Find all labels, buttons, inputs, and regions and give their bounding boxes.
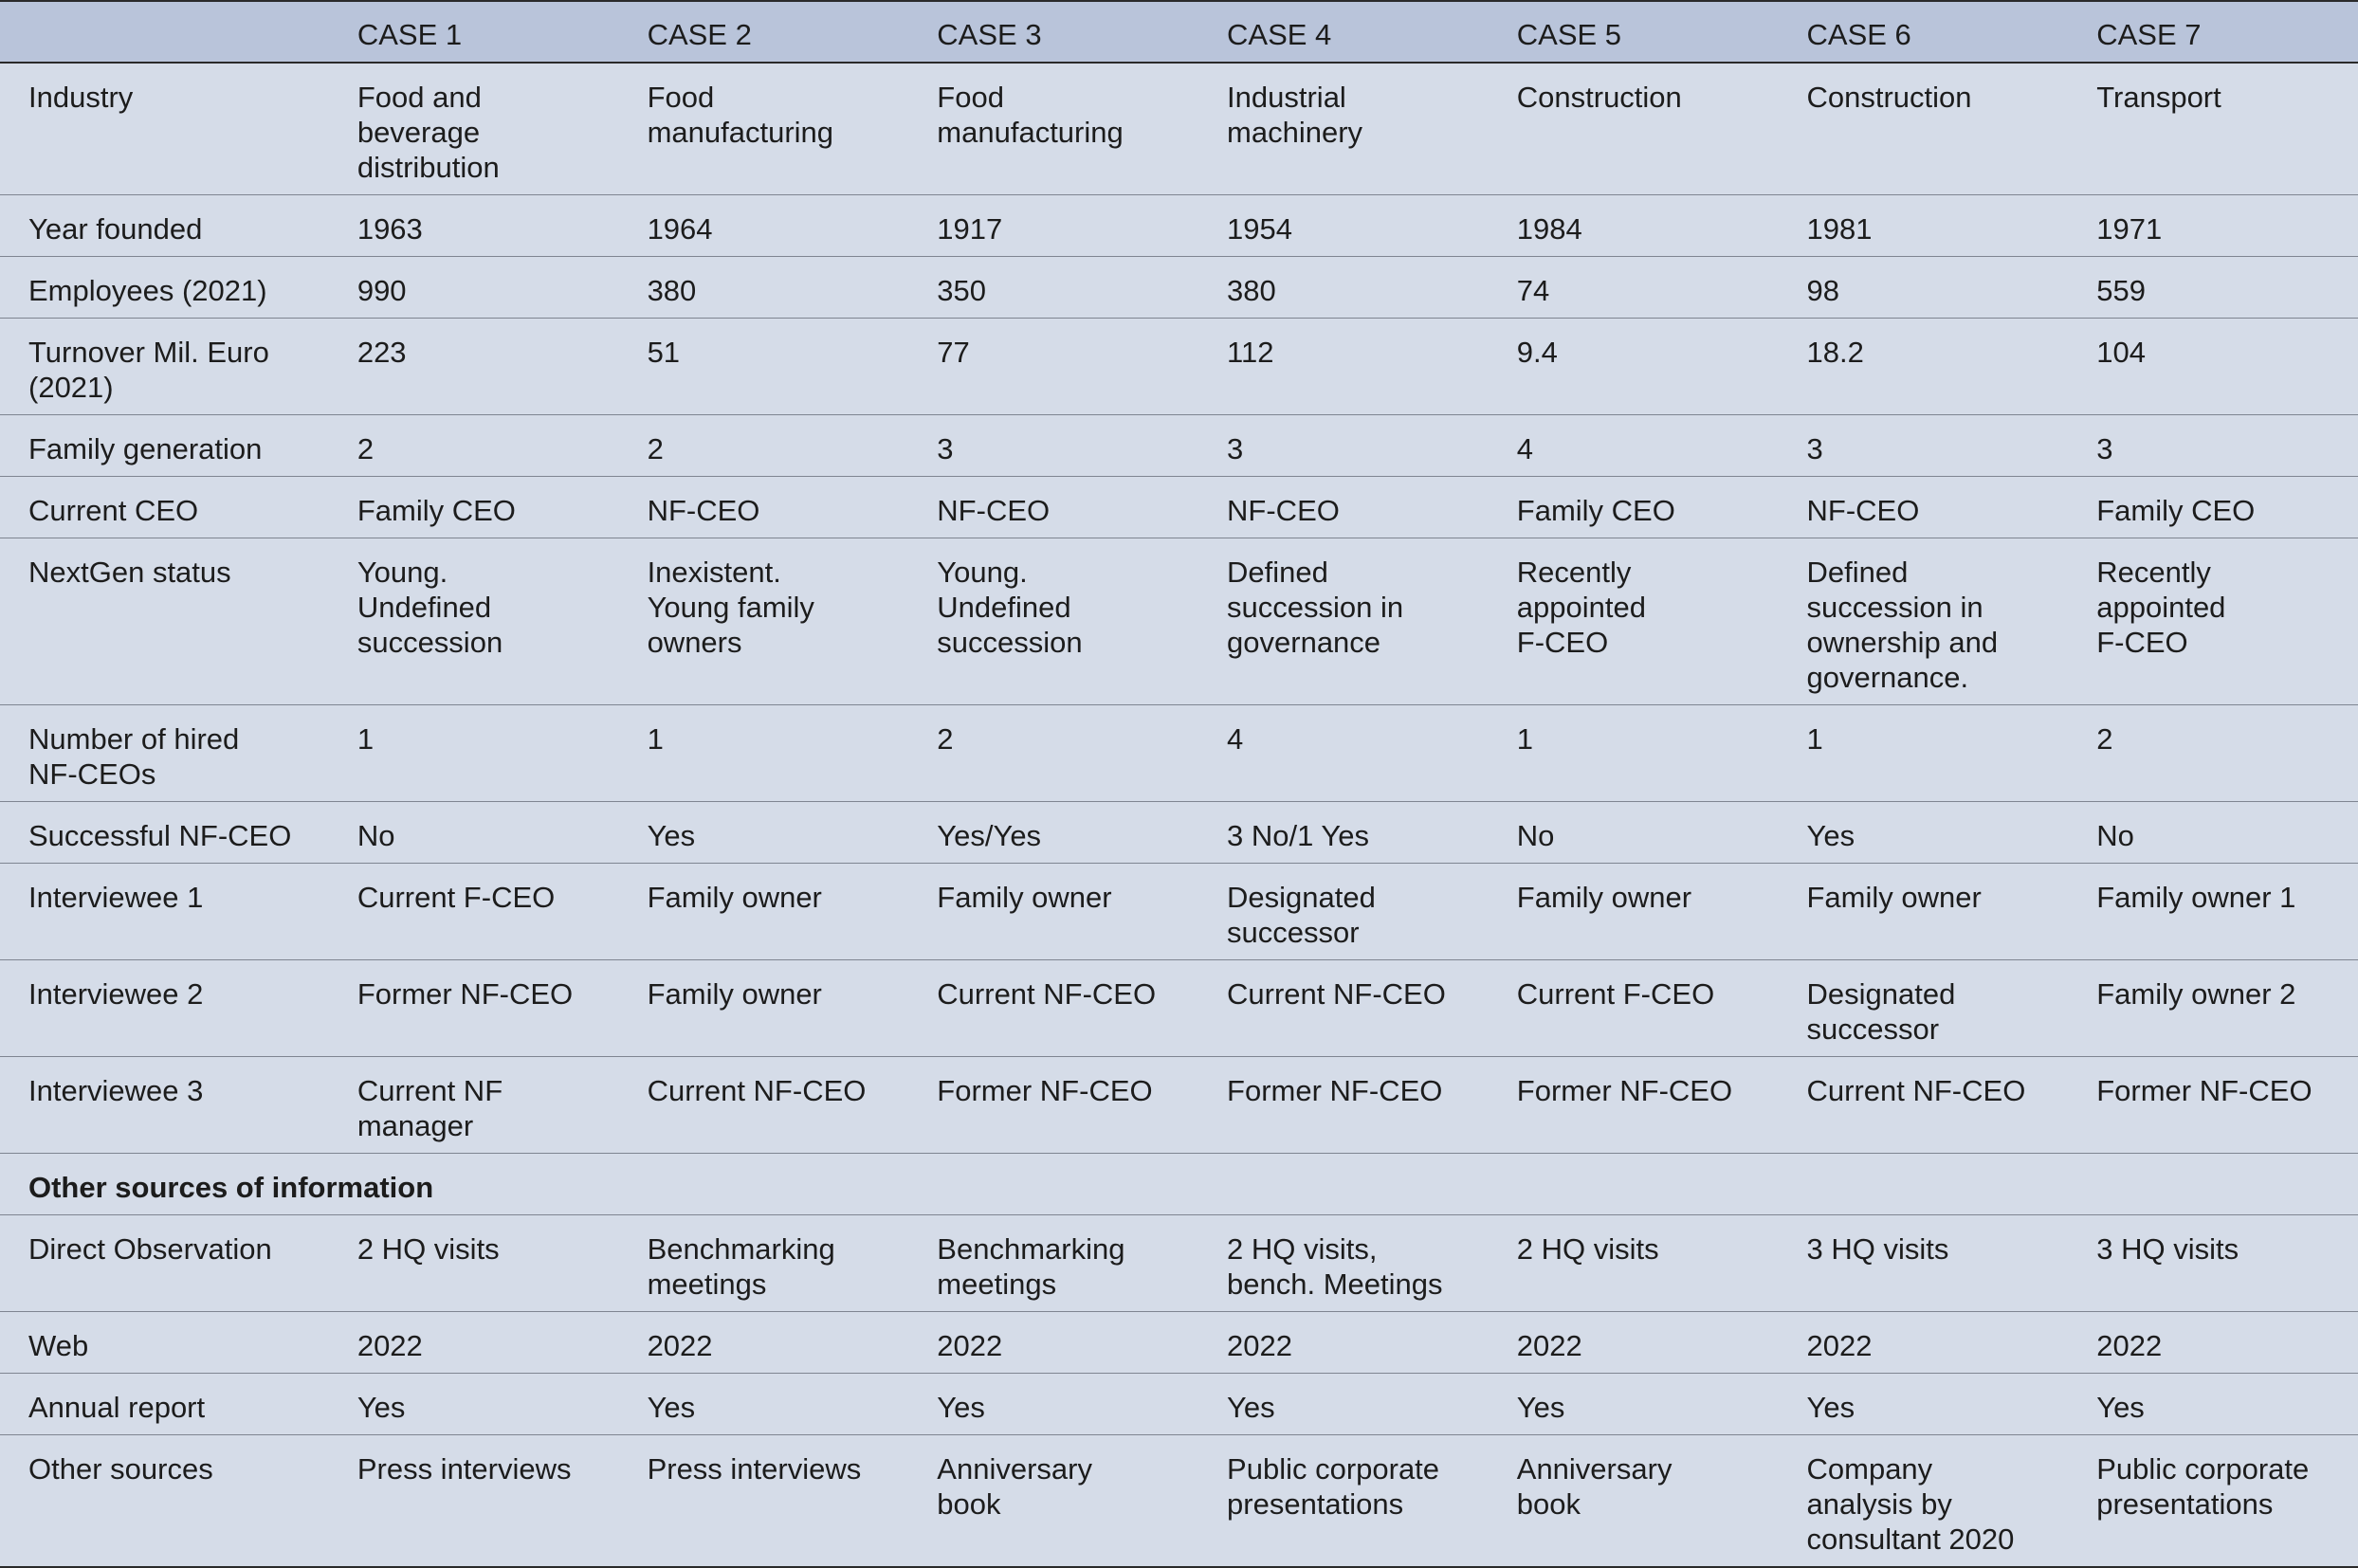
column-header-case-7: CASE 7: [2068, 1, 2358, 63]
table-cell: 2: [2068, 705, 2358, 802]
row-label: Industry: [0, 63, 329, 195]
table-cell: Former NF-CEO: [1198, 1057, 1489, 1154]
section-row: [0, 1154, 2358, 1215]
table-cell: 2 HQ visits: [329, 1215, 619, 1312]
table-cell: Recently appointed F-CEO: [1489, 538, 1779, 705]
header-corner: [0, 1, 329, 63]
table-cell: 2022: [1489, 1312, 1779, 1374]
table-cell: Family owner: [619, 960, 909, 1057]
table-row: [0, 319, 2358, 415]
table-cell: Food manufacturing: [908, 63, 1198, 195]
table-cell: NF-CEO: [1779, 477, 2069, 538]
table-cell: 1984: [1489, 195, 1779, 257]
table-row: [0, 1435, 2358, 1568]
table-row: [0, 960, 2358, 1057]
table-cell: Construction: [1779, 63, 2069, 195]
table-cell: 1954: [1198, 195, 1489, 257]
table-cell: Anniversary book: [1489, 1435, 1779, 1568]
table-cell: 3 HQ visits: [1779, 1215, 2069, 1312]
table-cell: 1981: [1779, 195, 2069, 257]
table-cell: 380: [1198, 257, 1489, 319]
table-row: [0, 538, 2358, 705]
table-cell: 1917: [908, 195, 1198, 257]
table-header: [0, 1, 2358, 63]
table-cell: Current F-CEO: [1489, 960, 1779, 1057]
row-label: Family generation: [0, 415, 329, 477]
row-label: Year founded: [0, 195, 329, 257]
table-cell: Yes: [908, 1374, 1198, 1435]
table-cell: Company analysis by consultant 2020: [1779, 1435, 2069, 1568]
table-cell: Yes: [1779, 1374, 2069, 1435]
table-cell: Yes: [1489, 1374, 1779, 1435]
table-cell: 1: [1779, 705, 2069, 802]
row-label: Other sources: [0, 1435, 329, 1568]
table-cell: 1: [1489, 705, 1779, 802]
table-cell: Family owner: [908, 864, 1198, 960]
table-cell: 1963: [329, 195, 619, 257]
column-header-case-2: CASE 2: [619, 1, 909, 63]
table-cell: Designated successor: [1779, 960, 2069, 1057]
table-cell: 350: [908, 257, 1198, 319]
table-cell: 112: [1198, 319, 1489, 415]
table-row: [0, 63, 2358, 195]
table-cell: 4: [1198, 705, 1489, 802]
table-cell: 2022: [329, 1312, 619, 1374]
row-label: Annual report: [0, 1374, 329, 1435]
row-label: Web: [0, 1312, 329, 1374]
table-cell: 51: [619, 319, 909, 415]
row-label: Interviewee 3: [0, 1057, 329, 1154]
table-cell: Former NF-CEO: [329, 960, 619, 1057]
row-label: Employees (2021): [0, 257, 329, 319]
table-cell: 2022: [1198, 1312, 1489, 1374]
row-label: Successful NF-CEO: [0, 802, 329, 864]
table-cell: Family owner: [1489, 864, 1779, 960]
table-cell: 223: [329, 319, 619, 415]
row-label: Current CEO: [0, 477, 329, 538]
table-row: [0, 257, 2358, 319]
table-row: [0, 195, 2358, 257]
table-cell: Defined succession in governance: [1198, 538, 1489, 705]
table-cell: Family owner 1: [2068, 864, 2358, 960]
table-cell: 2: [329, 415, 619, 477]
row-label: Interviewee 1: [0, 864, 329, 960]
table-cell: 1971: [2068, 195, 2358, 257]
table-cell: Former NF-CEO: [2068, 1057, 2358, 1154]
table-cell: 1964: [619, 195, 909, 257]
table-cell: 2 HQ visits: [1489, 1215, 1779, 1312]
table-cell: Yes: [619, 1374, 909, 1435]
section-heading: Other sources of information: [0, 1154, 2358, 1215]
table-cell: 74: [1489, 257, 1779, 319]
table-cell: Yes/Yes: [908, 802, 1198, 864]
table-row: [0, 802, 2358, 864]
table-cell: Current NF-CEO: [908, 960, 1198, 1057]
table-cell: Family CEO: [2068, 477, 2358, 538]
row-label: Turnover Mil. Euro (2021): [0, 319, 329, 415]
table-row: [0, 1215, 2358, 1312]
table-cell: 104: [2068, 319, 2358, 415]
table-cell: NF-CEO: [1198, 477, 1489, 538]
table-cell: 2022: [619, 1312, 909, 1374]
table-cell: No: [2068, 802, 2358, 864]
table-cell: Press interviews: [619, 1435, 909, 1568]
table-row: [0, 1374, 2358, 1435]
table-cell: Yes: [1779, 802, 2069, 864]
table-cell: Benchmarking meetings: [908, 1215, 1198, 1312]
table-cell: Food and beverage distribution: [329, 63, 619, 195]
table-cell: Current NF manager: [329, 1057, 619, 1154]
table-cell: 1: [619, 705, 909, 802]
table-cell: No: [1489, 802, 1779, 864]
table-cell: 3 No/1 Yes: [1198, 802, 1489, 864]
table-cell: Yes: [1198, 1374, 1489, 1435]
table-cell: Former NF-CEO: [1489, 1057, 1779, 1154]
table-cell: 559: [2068, 257, 2358, 319]
table-cell: 77: [908, 319, 1198, 415]
header-row: [0, 1, 2358, 63]
table-cell: 2: [619, 415, 909, 477]
table-cell: Yes: [2068, 1374, 2358, 1435]
table-cell: 380: [619, 257, 909, 319]
table-cell: Current F-CEO: [329, 864, 619, 960]
table-cell: 2022: [2068, 1312, 2358, 1374]
table-cell: 3: [2068, 415, 2358, 477]
table-cell: Current NF-CEO: [619, 1057, 909, 1154]
column-header-case-5: CASE 5: [1489, 1, 1779, 63]
table-cell: Recently appointed F-CEO: [2068, 538, 2358, 705]
table-body: [0, 63, 2358, 1567]
table-cell: Defined succession in ownership and governance.: [1779, 538, 2069, 705]
table-cell: Press interviews: [329, 1435, 619, 1568]
table-cell: Young. Undefined succession: [329, 538, 619, 705]
table-cell: 3: [1779, 415, 2069, 477]
table-cell: Current NF-CEO: [1779, 1057, 2069, 1154]
table-cell: Transport: [2068, 63, 2358, 195]
table-cell: 990: [329, 257, 619, 319]
table-cell: 3: [908, 415, 1198, 477]
table-cell: Family owner: [619, 864, 909, 960]
row-label: Interviewee 2: [0, 960, 329, 1057]
table-cell: Current NF-CEO: [1198, 960, 1489, 1057]
table-cell: Construction: [1489, 63, 1779, 195]
table-cell: Food manufacturing: [619, 63, 909, 195]
table-cell: 2022: [908, 1312, 1198, 1374]
table-cell: Former NF-CEO: [908, 1057, 1198, 1154]
table-cell: NF-CEO: [619, 477, 909, 538]
table-row: [0, 705, 2358, 802]
table-cell: Yes: [329, 1374, 619, 1435]
table-cell: Inexistent. Young family owners: [619, 538, 909, 705]
table-row: [0, 1057, 2358, 1154]
row-label: Number of hired NF-CEOs: [0, 705, 329, 802]
table-cell: Public corporate presentations: [1198, 1435, 1489, 1568]
table-cell: 4: [1489, 415, 1779, 477]
table-cell: Benchmarking meetings: [619, 1215, 909, 1312]
table-row: [0, 415, 2358, 477]
row-label: NextGen status: [0, 538, 329, 705]
column-header-case-6: CASE 6: [1779, 1, 2069, 63]
column-header-case-3: CASE 3: [908, 1, 1198, 63]
table-cell: Family owner 2: [2068, 960, 2358, 1057]
table-cell: 9.4: [1489, 319, 1779, 415]
table-row: [0, 864, 2358, 960]
table-cell: Industrial machinery: [1198, 63, 1489, 195]
table-cell: 2 HQ visits, bench. Meetings: [1198, 1215, 1489, 1312]
table-cell: 3 HQ visits: [2068, 1215, 2358, 1312]
table-cell: Designated successor: [1198, 864, 1489, 960]
table-cell: 2022: [1779, 1312, 2069, 1374]
table-cell: Family owner: [1779, 864, 2069, 960]
table-cell: 98: [1779, 257, 2069, 319]
table-row: [0, 477, 2358, 538]
table-cell: Family CEO: [1489, 477, 1779, 538]
table-cell: 18.2: [1779, 319, 2069, 415]
row-label: Direct Observation: [0, 1215, 329, 1312]
table-cell: 3: [1198, 415, 1489, 477]
table-cell: Family CEO: [329, 477, 619, 538]
table-cell: No: [329, 802, 619, 864]
table-cell: Anniversary book: [908, 1435, 1198, 1568]
table-cell: Public corporate presentations: [2068, 1435, 2358, 1568]
table-cell: 2: [908, 705, 1198, 802]
table-cell: Young. Undefined succession: [908, 538, 1198, 705]
column-header-case-1: CASE 1: [329, 1, 619, 63]
table-cell: NF-CEO: [908, 477, 1198, 538]
table-cell: Yes: [619, 802, 909, 864]
table-cell: 1: [329, 705, 619, 802]
column-header-case-4: CASE 4: [1198, 1, 1489, 63]
table-row: [0, 1312, 2358, 1374]
